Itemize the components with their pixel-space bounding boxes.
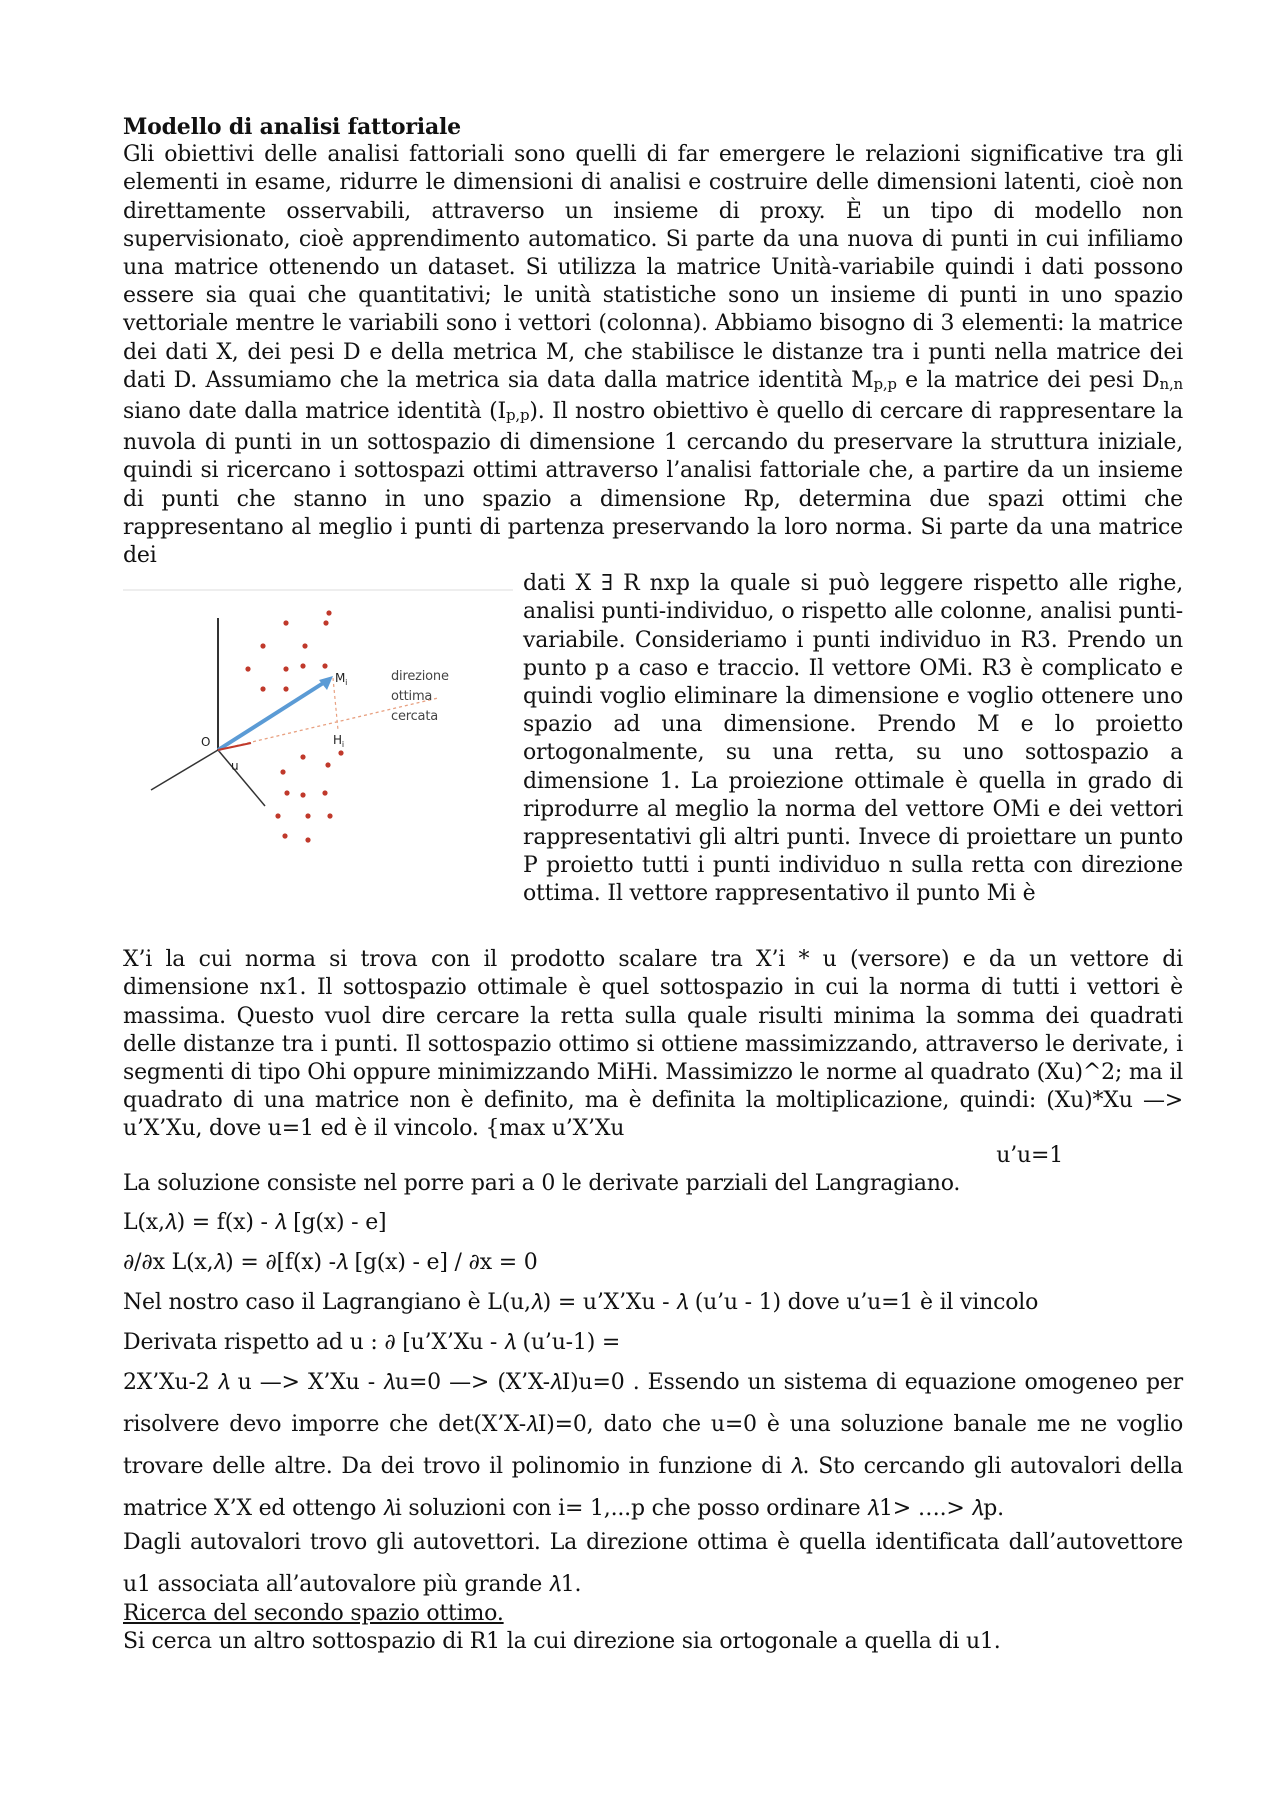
axis-left xyxy=(151,750,218,790)
axis-right xyxy=(218,750,265,806)
data-point xyxy=(305,838,310,843)
caption-line-1: direzione xyxy=(391,669,449,685)
section-2-text: Si cerca un altro sottospazio di R1 la cui direzione sia ortogonale a quella di u1. xyxy=(123,1629,1001,1655)
data-point xyxy=(245,667,250,672)
optimal-direction-line xyxy=(218,698,438,750)
side-paragraph: dati X ∃ R nxp la quale si può leggere rispetto alle righe, analisi punti-individuo, o rispetto alle colonne, analisi punti-variabile. Consideriamo i punti individuo in R3. Prendo un punto p a caso e traccio. Il vettore OMi. R3 è complicato e quindi voglio eliminare la dimensione e voglio ottenere uno spazio ad una dimensione. Prendo M e lo proietto ortogonalmente, su una retta, su uno sottospazio a dimensione 1. La proiezione ottimale è quella in grado di riprodurre al meglio la norma del vettore OMi e dei vettori rappresentativi gli altri punti. Invece di proiettare un punto P proietto tutti i punti individuo n sulla retta con direzione ottima. Il vettore rappresentativo il punto Mi è xyxy=(523,571,1183,907)
label-hi: $H_i$ xyxy=(333,733,344,750)
constraint-text: u’u=1 xyxy=(996,1142,1063,1168)
section-2-title: Ricerca del secondo spazio ottimo. xyxy=(123,1601,504,1627)
equation-partial-derivative: ∂/∂x L(x,𝜆) = ∂[f(x) -𝜆 [g(x) - e] / ∂x = 0 xyxy=(123,1250,538,1276)
caption-line-3: cercata xyxy=(391,709,438,725)
eigen-system-paragraph: 2X’Xu-2 𝜆 u —> X’Xu - 𝜆u=0 —> (X’X-𝜆I)u=0 . Essendo un sistema di equazione omogeneo per risolvere devo imporre che det(X’X-𝜆I)=0, dato che u=0 è una soluzione banale me ne voglio trovare delle altre. Da dei trovo il polinomio in funzione di 𝜆. Sto cercando gli autovalori della matrice X’X ed ottengo 𝜆i soluzioni con i= 1,...p che posso ordinare 𝜆1> ….> 𝜆p. xyxy=(123,1370,1183,1522)
data-point xyxy=(322,791,327,796)
label-mi: $M_i$ xyxy=(335,671,348,688)
data-point xyxy=(260,644,265,649)
data-point xyxy=(325,763,330,768)
document-page xyxy=(123,113,1183,1656)
point-cloud xyxy=(245,611,343,843)
data-point xyxy=(322,664,327,669)
data-point xyxy=(300,664,305,669)
data-point xyxy=(302,644,307,649)
intro-paragraph: Gli obiettivi delle analisi fattoriali sono quelli di far emergere le relazioni significative tra gli elementi in esame, ridurre le dimensioni di analisi e costruire delle dimensioni latenti, cioè non direttamente osservabili, attraverso un insieme di proxy. È un tipo di modello non supervisionato, cioè apprendimento automatico. Si parte da una nuova di punti in cui infiliamo una matrice ottenendo un dataset. Si utilizza la matrice Unità-variabile quindi i dati possono essere sia quai che quantitativi; le unità statistiche sono un insieme di punti in uno spazio vettoriale mentre le variabili sono i vettori (colonna). Abbiamo bisogno di 3 elementi: la matrice dei dati X, dei pesi D e della metrica M, che stabilisce le distanze tra i punti nella matrice dei dati D. Assumiamo che la metrica sia data dalla matrice identità $M_{p,p}$ e la matrice dei pesi $D_{n,n}$ siano date dalla matrice identità $(I_{p,p})$. Il nostro obiettivo è quello di cercare di rappresentare la nuvola di punti in un sottospazio di dimensione 1 cercando du preservare la struttura iniziale, quindi si ricercano i sottospazi ottimi attraverso l’analisi fattoriale che, a partire da un insieme di punti che stanno in uno spazio a dimensione Rp, determina due spazi ottimi che rappresentano al meglio i punti di partenza preservando la loro norma. Si parte da una matrice dei xyxy=(123,142,1183,569)
equation-derivative-u: Derivata rispetto ad u : ∂ [u’X’Xu - 𝜆 (u’u-1) = xyxy=(123,1330,621,1356)
data-point xyxy=(280,770,285,775)
data-point xyxy=(260,687,265,692)
equation-our-case: Nel nostro caso il Lagrangiano è L(u,𝜆) = u’X’Xu - 𝜆 (u’u - 1) dove u’u=1 è il vincolo xyxy=(123,1290,1039,1316)
caption-line-2: ottima xyxy=(391,689,433,705)
data-point xyxy=(300,755,305,760)
data-point xyxy=(283,621,288,626)
solution-text: La soluzione consiste nel porre pari a 0 le derivate parziali del Langragiano. xyxy=(123,1170,961,1196)
label-u: u xyxy=(231,759,239,774)
data-point xyxy=(326,611,331,616)
data-point xyxy=(275,814,280,819)
data-point xyxy=(327,814,332,819)
data-point xyxy=(282,834,287,839)
data-point xyxy=(305,814,310,819)
eigenvector-paragraph: Dagli autovalori trovo gli autovettori. La direzione ottima è quella identificata dall’autovettore u1 associata all’autovalore più grande 𝜆1. xyxy=(123,1530,1183,1598)
vector-projection-figure xyxy=(123,578,513,878)
label-origin: O xyxy=(201,735,211,750)
vector-omi xyxy=(218,680,328,750)
data-point xyxy=(323,621,328,626)
data-point xyxy=(300,793,305,798)
data-point xyxy=(283,667,288,672)
data-point xyxy=(283,687,288,692)
after-figure-paragraph: X’i la cui norma si trova con il prodotto scalare tra X’i * u (versore) e da un vettore di dimensione nx1. Il sottospazio ottimale è quel sottospazio in cui la norma di tutti i vettori è massima. Questo vuol dire cercare la retta sulla quale risulti minima la somma dei quadrati delle distanze tra i punti. Il sottospazio ottimo si ottiene massimizzando, attraverso le derivate, i segmenti di tipo Ohi oppure minimizzando MiHi. Massimizzo le norme al quadrato (Xu)^2; ma il quadrato di una matrice non è definito, ma è definita la moltiplicazione, quindi: (Xu)*Xu —> u’X’Xu, dove u=1 ed è il vincolo. {max u’X’Xu xyxy=(123,947,1183,1142)
figure-and-text-block xyxy=(123,570,1183,946)
document-title: Modello di analisi fattoriale xyxy=(123,114,461,140)
data-point xyxy=(338,751,343,756)
data-point xyxy=(284,791,289,796)
equation-lagrangian: L(x,𝜆) = f(x) - 𝜆 [g(x) - e] xyxy=(123,1210,387,1236)
